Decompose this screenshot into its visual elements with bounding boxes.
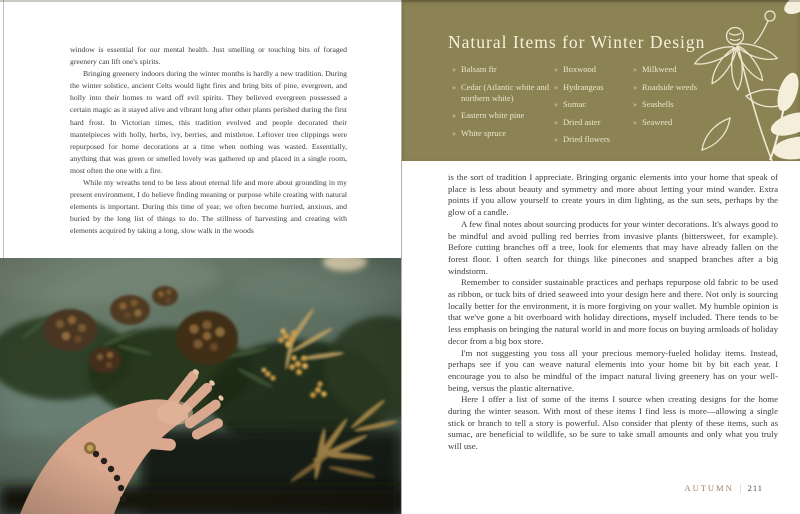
bullet-icon: » [554, 117, 558, 127]
list-item-label: Seashells [642, 99, 674, 109]
right-text-column [448, 172, 778, 453]
footer-divider: | [739, 483, 742, 493]
left-text-column [70, 44, 347, 259]
section-label: AUTUMN [684, 483, 734, 493]
bullet-icon: » [554, 100, 558, 109]
page-footer [684, 483, 763, 493]
list-item-label: Eastern white pine [461, 110, 525, 120]
list-item [554, 99, 638, 110]
list-item [633, 117, 723, 128]
list-item [554, 82, 638, 93]
wreath-photo [0, 258, 401, 514]
list-item [633, 82, 723, 93]
list-item-label: Balsam fir [461, 64, 497, 74]
bullet-icon: » [452, 65, 456, 74]
paragraph: A few final notes about sourcing products for your winter decorations. It's always good to be mindful and avoid pulling red berries from invasive plants (bittersweet, for example). Before cutting branches off a tree, look for elements that may have already fallen on the forest floor. I often search for things like pinecones and snapped branches after a big windstorm. [448, 218, 778, 276]
paragraph: Here I offer a list of some of the items I source when creating designs for the home during the winter season. With most of these items I find less is more—allowing a single stick or branch to tell a story is powerful. Also consider that plenty of these items, such as sumac, are beneficial to wildlife, so be sure to take small amounts and only what you truly will use. [448, 394, 778, 452]
page-edge-line [3, 0, 4, 260]
paragraph: is the sort of tradition I appreciate. Bringing organic elements into your home that speak of place is less about beauty and symmetry and more about letting your mind wander. Extra points if you allow yourself to create yours in dim lighting, as the sun sets, perhaps by the glow of a candle. [448, 172, 778, 218]
callout-title: Natural Items for Winter Design [448, 32, 706, 52]
right-page [402, 0, 800, 514]
callout-column-1 [452, 64, 556, 145]
bullet-icon: » [633, 100, 637, 109]
spine-line [401, 0, 402, 514]
paragraph: While my wreaths tend to be less about eternal life and more about grounding in my present environment, I do believe finding meaning or purpose while creating with natural elements is important. During this time of year, we often become hurried, anxious, and buried by the long list of things to do. The stillness of harvesting and creating with elements acquired by taking a long, slow walk in the woods [70, 178, 347, 236]
list-item [633, 99, 723, 110]
list-item [452, 128, 556, 139]
solid-leaf-sprigs [768, 0, 800, 161]
callout-column-3 [633, 64, 723, 134]
list-item-label: Roadside weeds [642, 81, 698, 92]
list-item [554, 134, 638, 145]
bullet-icon: » [554, 135, 558, 144]
list-item-label: Hydrangeas [563, 81, 604, 92]
list-item-label: Dried flowers [563, 134, 610, 144]
callout-panel [402, 0, 800, 161]
list-item-label: White spruce [461, 127, 507, 138]
paragraph: I'm not suggesting you toss all your precious memory-fueled holiday items. Instead, perhaps see if you can weave natural elements into your home bit by bit each year. I encourage you to also be mindful of the impact natural living greenery has on your well-being, versus the plastic alternative. [448, 347, 778, 393]
list-item-label: Sumac [563, 99, 587, 109]
bullet-icon: » [452, 128, 456, 138]
list-item-label: Seaweed [642, 116, 673, 127]
page-number: 211 [747, 483, 763, 493]
list-item-label: Milkweed [642, 64, 677, 74]
bullet-icon: » [633, 65, 637, 74]
paragraph: Remember to consider sustainable practices and perhaps repurpose old fabric to be used as ribbon, or tuck bits of dried seaweed into your design here and there. Not only is sourcing locally better for the environment, it is more forgiving on your wallet. My humble opinion is that we've gone a bit overboard with holiday directions, myself included. There tends to be less emphasis on bringing the natural world in and more focus on buying armloads of holiday decor from a big box store. [448, 277, 778, 346]
list-item [633, 64, 723, 75]
list-item [452, 110, 556, 121]
bullet-icon: » [554, 82, 558, 92]
list-item-label: Dried aster [563, 116, 601, 127]
bullet-icon: » [633, 117, 637, 127]
top-edge-shadow [0, 0, 800, 2]
list-item-label: Cedar (Atlantic white and northern white) [461, 81, 550, 103]
bullet-icon: » [633, 82, 637, 92]
list-item [554, 64, 638, 75]
bullet-icon: » [554, 65, 558, 74]
list-item [554, 117, 638, 128]
callout-column-2 [554, 64, 638, 152]
paragraph: window is essential for our mental health. Just smelling or touching bits of foraged greenery can lift one's spirits. [70, 45, 347, 67]
list-item [452, 64, 556, 75]
bullet-icon: » [452, 82, 456, 92]
bullet-icon: » [452, 111, 456, 120]
paragraph: Bringing greenery indoors during the winter months is hardly a new tradition. During the winter solstice, ancient Celts would light fires and bring bits of pine, evergreen, and holly into their homes to ward off evil spirits. They believed evergreen possessed a certain magic as it stayed alive and vibrant long after other plants perished during the first hard frost. In Victorian times, this tradition evolved and people decorated their mantelpieces with holly, herbs, ivy, berries, and mistletoe. Leftover tree clippings were repurposed for home decorations at a time when nothing was wasted. Essentially, anything that was green or smelled lovely was gathered up and placed in a single room, most often the one with a fire. [70, 69, 347, 175]
list-item [452, 82, 556, 104]
list-item-label: Boxwood [563, 64, 597, 74]
